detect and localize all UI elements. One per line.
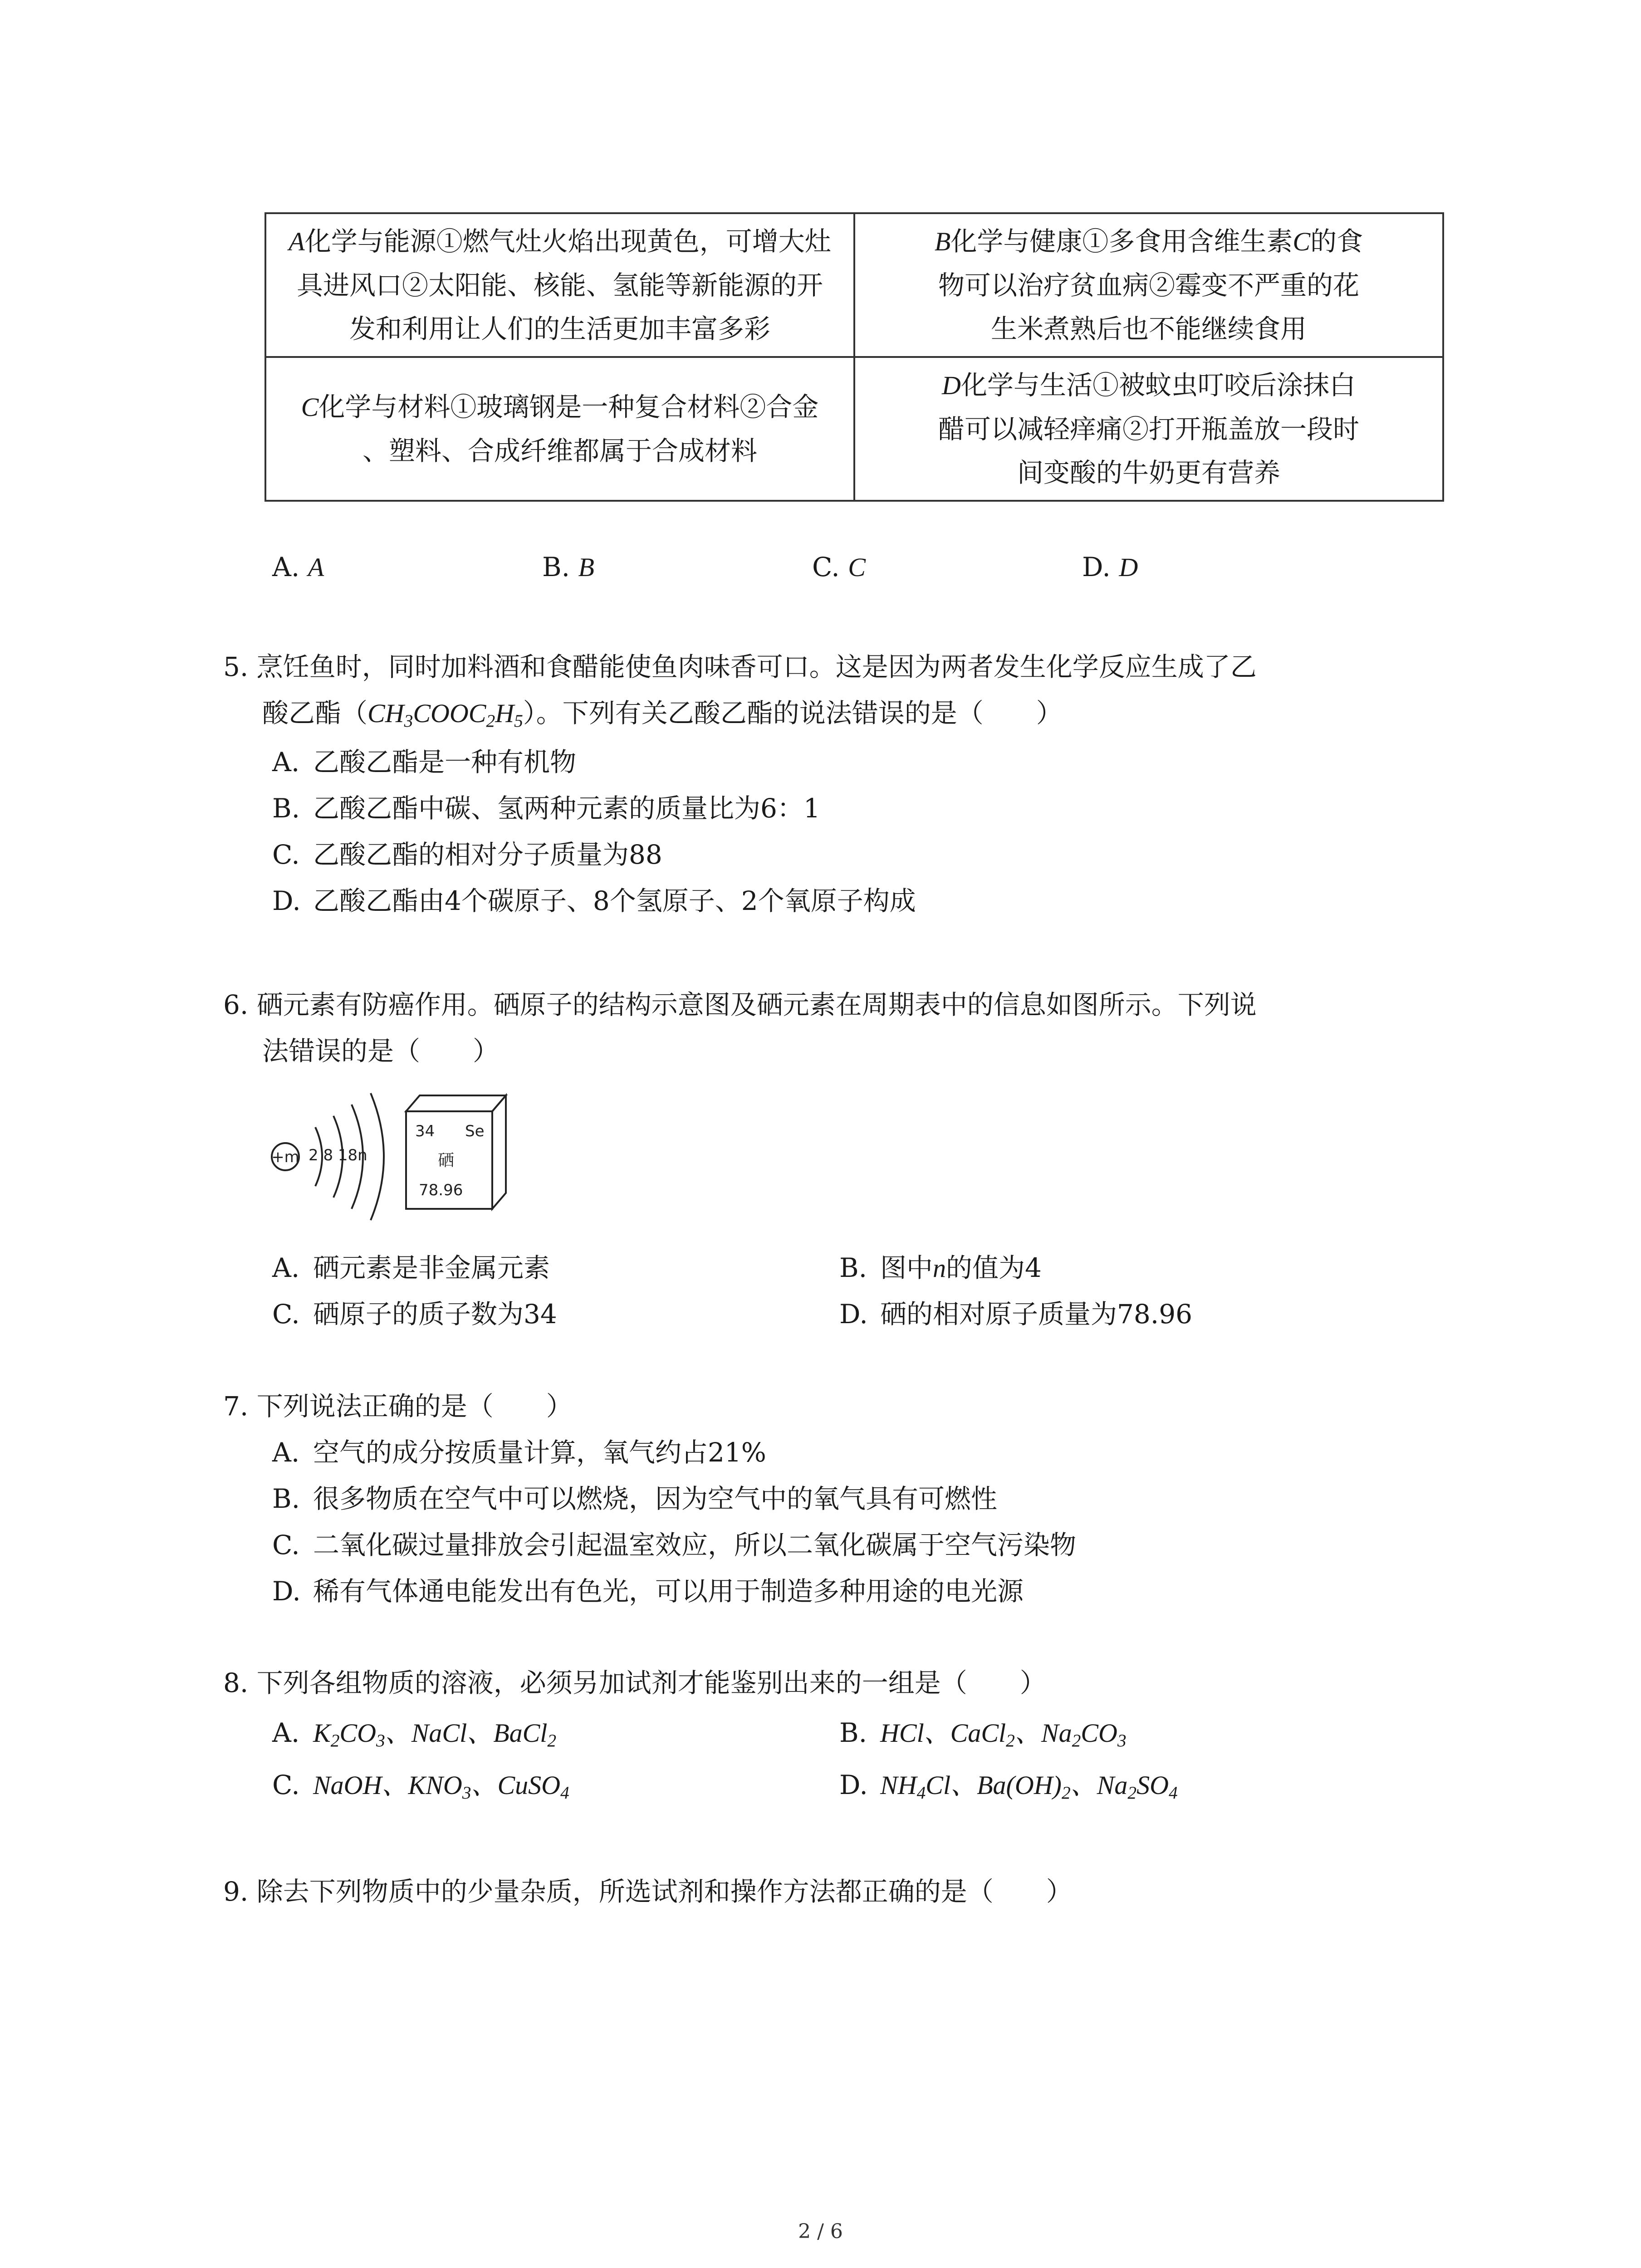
q7-option-c[interactable] xyxy=(272,1522,1076,1568)
q8-option-a[interactable] xyxy=(272,1710,556,1756)
q4-cell-a xyxy=(265,213,854,357)
q5-option-c[interactable] xyxy=(272,832,662,877)
shell-arc-4 xyxy=(371,1093,384,1220)
q5-option-d-label: D. xyxy=(272,885,301,916)
q7-option-b[interactable] xyxy=(272,1476,997,1521)
q6-option-a[interactable] xyxy=(272,1245,550,1290)
q6-option-b-label: B. xyxy=(839,1252,867,1283)
q4-cell-a-line2: 具进风口②太阳能、核能、氢能等新能源的开 xyxy=(296,270,823,301)
q8-option-d-text: $NH_4Cl$、$Ba(OH)_2$、$Na_2SO_4$ xyxy=(880,1770,1178,1803)
q7-option-b-text: 很多物质在空气中可以燃烧，因为空气中的氧气具有可燃性 xyxy=(313,1483,998,1514)
q7-stem-text: 下列说法正确的是（ ） xyxy=(256,1391,573,1422)
q6-stem-line1 xyxy=(223,982,1257,1027)
q4-cell-b-line1-tail: 的食 xyxy=(1310,226,1363,257)
q7-option-b-label: B. xyxy=(272,1483,300,1514)
q5-stem-text1: 烹饪鱼时，同时加料酒和食醋能使鱼肉味香可口。这是因为两者发生化学反应生成了乙 xyxy=(256,651,1257,682)
q9-stem xyxy=(223,1869,1073,1914)
q5-option-b[interactable] xyxy=(272,786,820,831)
q6-option-c[interactable] xyxy=(272,1291,557,1337)
page-number: 2 / 6 xyxy=(798,2220,843,2243)
q5-option-b-text: 乙酸乙酯中碳、氢两种元素的质量比为6：1 xyxy=(313,793,820,824)
selenium-figure xyxy=(265,1084,519,1229)
q4-option-c-value: C xyxy=(848,552,866,582)
q4-cell-b-letter: B xyxy=(934,227,951,256)
q7-option-a-label: A. xyxy=(272,1437,300,1468)
q4-cell-c-line1: 化学与材料①玻璃钢是一种复合材料②合金 xyxy=(318,391,819,422)
q8-option-b[interactable] xyxy=(839,1710,1127,1756)
q8-option-c-label: C. xyxy=(272,1769,300,1800)
q4-cell-b-line2: 物可以治疗贫血病②霉变不严重的花 xyxy=(938,270,1359,301)
q6-stem-text1: 硒元素有防癌作用。硒原子的结构示意图及硒元素在周期表中的信息如图所示。下列说 xyxy=(256,989,1257,1020)
q5-option-a-label: A. xyxy=(272,747,300,777)
q5-number: 5. xyxy=(223,651,249,682)
q8-option-b-text: HCl、CaCl$_2$、$Na_2CO_3$ xyxy=(880,1718,1127,1750)
q6-option-a-label: A. xyxy=(272,1252,300,1283)
q4-option-b[interactable] xyxy=(542,544,594,590)
shell-electrons: 2 8 18n xyxy=(309,1146,367,1164)
q5-option-a[interactable] xyxy=(272,739,576,785)
atomic-mass: 78.96 xyxy=(419,1181,463,1199)
q8-stem xyxy=(223,1660,1046,1706)
q7-option-d[interactable] xyxy=(272,1569,1024,1614)
q6-option-c-label: C. xyxy=(272,1299,300,1330)
q4-cell-b-vitamin-letter: C xyxy=(1293,227,1311,256)
q4-cell-a-line1: 化学与能源①燃气灶火焰出现黄色，可增大灶 xyxy=(304,226,831,257)
q9-stem-text: 除去下列物质中的少量杂质，所选试剂和操作方法都正确的是（ ） xyxy=(256,1876,1073,1907)
q4-cell-a-line3: 发和利用让人们的生活更加丰富多彩 xyxy=(349,313,770,344)
q7-option-a-text: 空气的成分按质量计算，氧气约占21% xyxy=(313,1437,766,1468)
element-name: 硒 xyxy=(438,1151,455,1170)
q4-option-d[interactable] xyxy=(1082,544,1138,590)
q4-cell-b xyxy=(854,213,1443,357)
q7-option-c-text: 二氧化碳过量排放会引起温室效应，所以二氧化碳属于空气污染物 xyxy=(313,1530,1077,1560)
q5-stem-line1 xyxy=(223,644,1257,689)
q5-option-a-text: 乙酸乙酯是一种有机物 xyxy=(313,747,577,777)
q4-cell-d-line2: 醋可以减轻痒痛②打开瓶盖放一段时 xyxy=(938,414,1359,445)
q4-cell-d-line1: 化学与生活①被蚊虫叮咬后涂抹白 xyxy=(960,370,1356,401)
q4-option-a-label: A. xyxy=(272,552,300,582)
q7-number: 7. xyxy=(223,1391,249,1422)
q7-option-d-text: 稀有气体通电能发出有色光，可以用于制造多种用途的电光源 xyxy=(313,1576,1024,1607)
q8-number: 8. xyxy=(223,1667,249,1698)
q8-option-d-label: D. xyxy=(839,1769,868,1800)
q4-option-b-label: B. xyxy=(542,552,570,582)
q5-option-c-label: C. xyxy=(272,839,300,870)
q4-options-table xyxy=(265,212,1444,502)
q4-option-d-value: D xyxy=(1119,552,1138,582)
q6-option-d[interactable] xyxy=(839,1291,1192,1337)
q8-option-a-text: $K_2CO_3$、NaCl、BaCl$_2$ xyxy=(313,1718,557,1750)
q4-cell-a-letter: A xyxy=(289,227,305,256)
q4-cell-c xyxy=(265,357,854,501)
q4-cell-d xyxy=(854,357,1443,501)
q7-stem xyxy=(223,1383,573,1429)
q8-option-d[interactable] xyxy=(839,1762,1178,1808)
q4-cell-d-letter: D xyxy=(942,371,961,400)
q5-stem-line2 xyxy=(262,690,1063,736)
q8-option-a-label: A. xyxy=(272,1717,300,1748)
q6-option-b-var: n xyxy=(933,1253,946,1283)
q4-cell-c-line2: 、塑料、合成纤维都属于合成材料 xyxy=(362,435,757,466)
atomic-number: 34 xyxy=(415,1122,435,1140)
q4-option-c-label: C. xyxy=(812,552,840,582)
q4-option-c[interactable] xyxy=(812,544,866,590)
q6-option-d-label: D. xyxy=(839,1299,868,1330)
q4-cell-c-letter: C xyxy=(301,392,319,422)
element-symbol: Se xyxy=(465,1122,485,1140)
q5-formula: $CH_3COOC_2H_5$ xyxy=(367,699,523,731)
q4-option-b-value: B xyxy=(578,552,594,582)
q8-option-c-text: NaOH、$KNO_3$、CuSO$_4$ xyxy=(313,1770,569,1803)
selenium-diagram xyxy=(265,1084,519,1229)
q4-option-a-value: A xyxy=(308,552,324,582)
q6-option-b-post: 的值为4 xyxy=(946,1252,1042,1283)
q6-option-a-text: 硒元素是非金属元素 xyxy=(313,1252,550,1283)
q5-option-d[interactable] xyxy=(272,878,916,924)
q6-option-d-text: 硒的相对原子质量为78.96 xyxy=(880,1299,1193,1330)
nucleus-label: +m xyxy=(271,1148,299,1166)
q4-option-a[interactable] xyxy=(272,544,324,590)
q5-option-b-label: B. xyxy=(272,793,300,824)
q5-option-c-text: 乙酸乙酯的相对分子质量为88 xyxy=(313,839,662,870)
q6-number: 6. xyxy=(223,989,249,1020)
cube-top xyxy=(406,1095,506,1111)
q6-option-b[interactable] xyxy=(839,1245,1042,1291)
q7-option-a[interactable] xyxy=(272,1430,766,1475)
q7-option-c-label: C. xyxy=(272,1530,300,1560)
q6-option-c-text: 硒原子的质子数为34 xyxy=(313,1299,557,1330)
q4-cell-b-line3: 生米煮熟后也不能继续食用 xyxy=(990,313,1307,344)
q4-cell-d-line3: 间变酸的牛奶更有营养 xyxy=(1017,457,1280,488)
q4-cell-b-line1: 化学与健康①多食用含维生素 xyxy=(950,226,1293,257)
q6-stem-line2: 法错误的是（ ） xyxy=(262,1036,500,1066)
q7-option-d-label: D. xyxy=(272,1576,301,1607)
q8-option-c[interactable] xyxy=(272,1762,569,1808)
q5-stem-post: ）。下列有关乙酸乙酯的说法错误的是（ ） xyxy=(523,698,1063,728)
q6-option-b-pre: 图中 xyxy=(880,1252,933,1283)
q8-stem-text: 下列各组物质的溶液，必须另加试剂才能鉴别出来的一组是（ ） xyxy=(256,1667,1046,1698)
q5-option-d-text: 乙酸乙酯由4个碳原子、8个氢原子、2个氧原子构成 xyxy=(313,885,916,916)
q4-option-d-label: D. xyxy=(1082,552,1111,582)
cube-side xyxy=(492,1095,506,1209)
q9-number: 9. xyxy=(223,1876,249,1907)
q8-option-b-label: B. xyxy=(839,1717,867,1748)
q5-stem-pre: 酸乙酯（ xyxy=(262,698,368,728)
